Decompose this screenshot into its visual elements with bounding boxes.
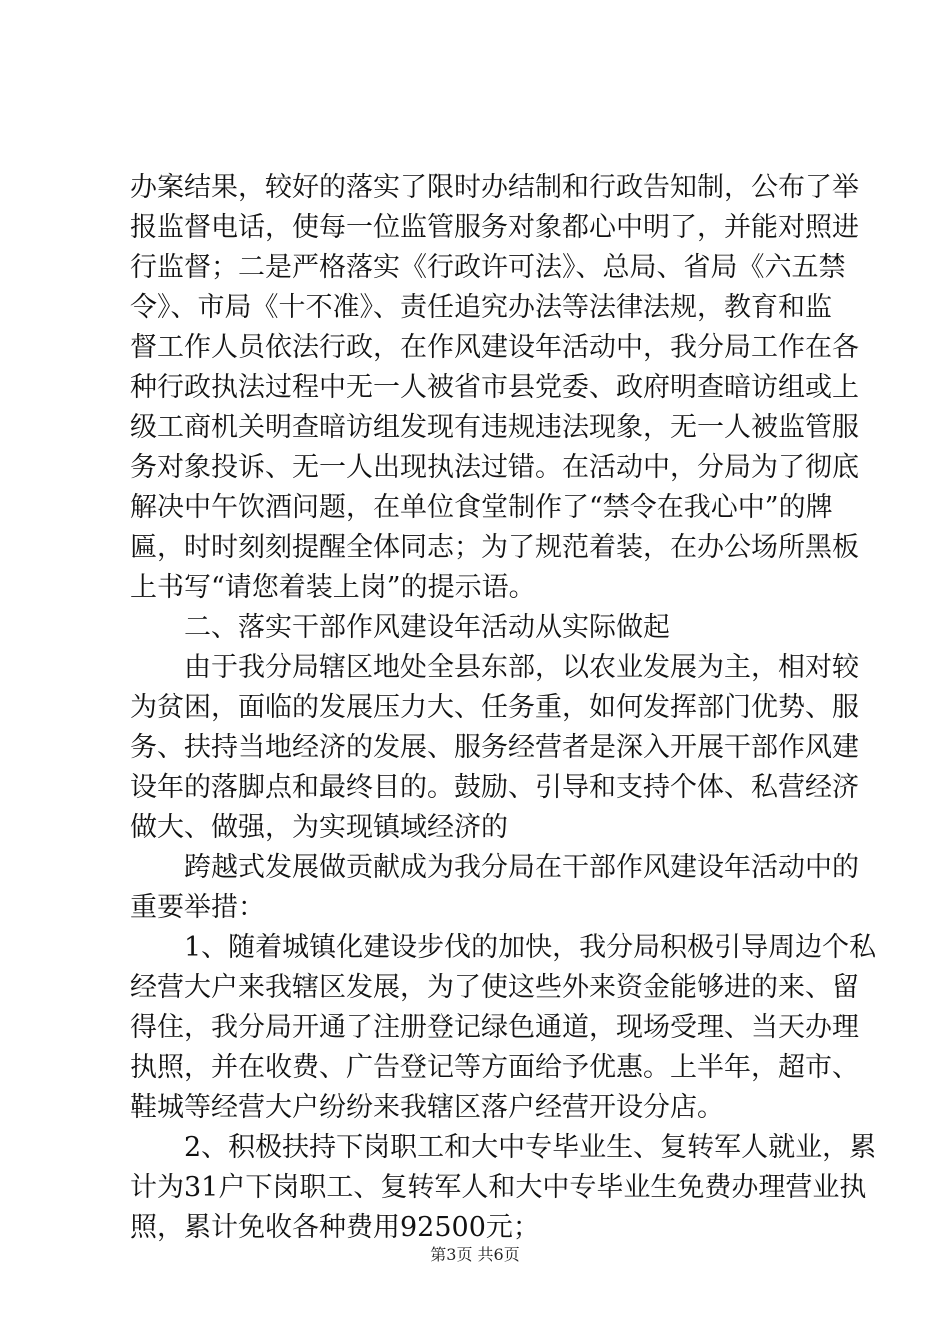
body-text-line: 执照，并在收费、广告登记等方面给予优惠。上半年，超市、: [130, 1052, 859, 1083]
body-text-line: 办案结果，较好的落实了限时办结制和行政告知制，公布了举: [130, 172, 859, 203]
body-text-line: 行监督；二是严格落实《行政许可法》、总局、省局《六五禁: [130, 252, 846, 283]
page-number-footer: 第3页 共6页: [430, 1245, 520, 1264]
body-text-line: 上书写“请您着装上岗”的提示语。: [130, 572, 536, 603]
body-text-line: 重要举措：: [130, 892, 265, 923]
body-text-line: 匾，时时刻刻提醒全体同志；为了规范着装，在办公场所黑板: [130, 532, 859, 563]
body-text-line: 令》、市局《十不准》、责任追究办法等法律法规，教育和监: [130, 292, 832, 323]
body-text-line: 1、随着城镇化建设步伐的加快，我分局积极引导周边个私: [130, 932, 877, 963]
body-text-line: 务、扶持当地经济的发展、服务经营者是深入开展干部作风建: [130, 732, 859, 763]
body-text-line: 级工商机关明查暗访组发现有违规违法现象，无一人被监管服: [130, 412, 859, 443]
body-text-line: 经营大户来我辖区发展，为了使这些外来资金能够进的来、留: [130, 972, 859, 1003]
body-text-line: 鞋城等经营大户纷纷来我辖区落户经营开设分店。: [130, 1092, 724, 1123]
section-heading: 二、落实干部作风建设年活动从实际做起: [130, 612, 670, 643]
body-text-line: 解决中午饮酒问题，在单位食堂制作了“禁令在我心中”的牌: [130, 492, 833, 523]
body-text-line: 做大、做强，为实现镇域经济的: [130, 812, 508, 843]
body-text-line: 由于我分局辖区地处全县东部，以农业发展为主，相对较: [130, 652, 859, 683]
body-text-line: 为贫困，面临的发展压力大、任务重，如何发挥部门优势、服: [130, 692, 859, 723]
body-text-line: 报监督电话，使每一位监管服务对象都心中明了，并能对照进: [130, 212, 859, 243]
body-text-line: 照，累计免收各种费用92500元；: [130, 1212, 540, 1243]
body-text-line: 跨越式发展做贡献成为我分局在干部作风建设年活动中的: [130, 852, 859, 883]
body-text-line: 督工作人员依法行政，在作风建设年活动中，我分局工作在各: [130, 332, 859, 363]
body-text-line: 种行政执法过程中无一人被省市县党委、政府明查暗访组或上: [130, 372, 859, 403]
body-text-line: 2、积极扶持下岗职工和大中专毕业生、复转军人就业，累: [130, 1132, 877, 1163]
body-text-line: 得住，我分局开通了注册登记绿色通道，现场受理、当天办理: [130, 1012, 859, 1043]
body-text-line: 务对象投诉、无一人出现执法过错。在活动中，分局为了彻底: [130, 452, 859, 483]
body-text-line: 设年的落脚点和最终目的。鼓励、引导和支持个体、私营经济: [130, 772, 859, 803]
body-text-line: 计为31户下岗职工、复转军人和大中专毕业生免费办理营业执: [130, 1172, 867, 1203]
